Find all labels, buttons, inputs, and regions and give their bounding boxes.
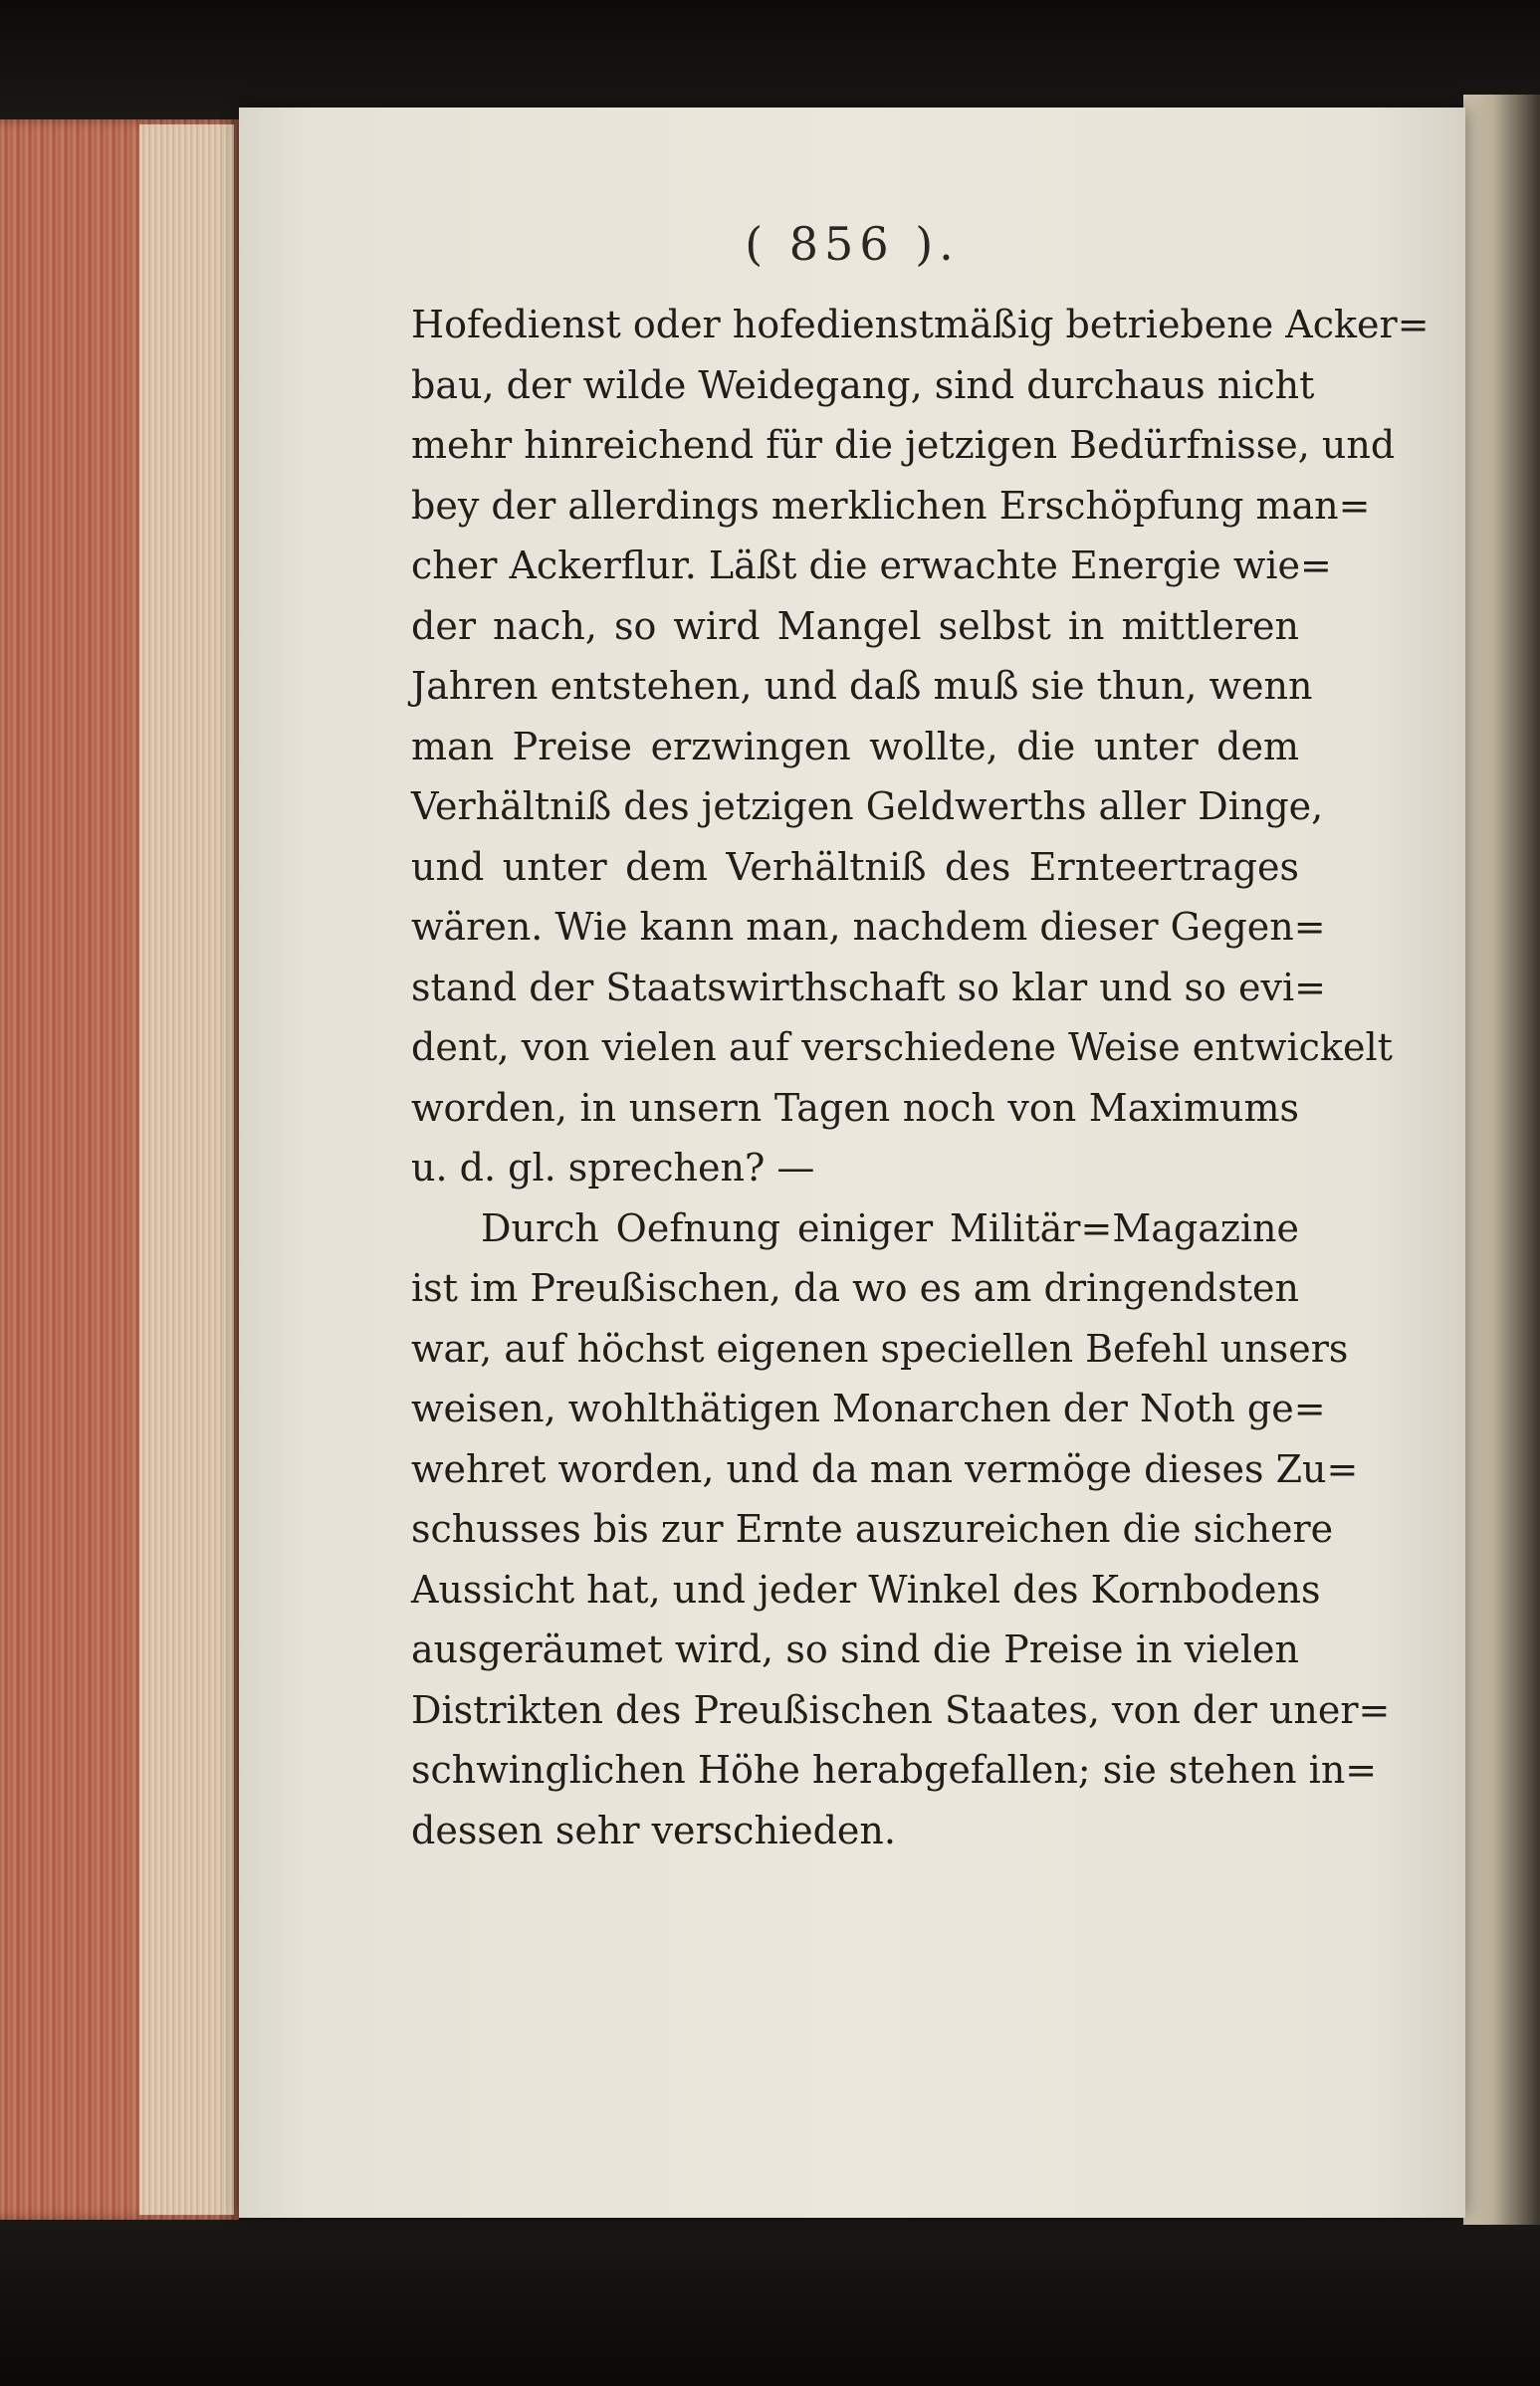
text-line: bau, der wilde Weidegang, sind durchaus nicht <box>411 362 1315 407</box>
text-line: u. d. gl. sprechen? — <box>411 1146 815 1190</box>
text-line: cher Ackerflur. Läßt die erwachte Energie wie= <box>411 543 1332 587</box>
text-line: man Preise erzwingen wollte, die unter dem <box>411 724 1299 768</box>
text-line: stand der Staatswirthschaft so klar und so evi= <box>411 965 1326 1009</box>
book-page <box>239 108 1465 2218</box>
text-line: ausgeräumet wird, so sind die Preise in vielen <box>411 1627 1299 1671</box>
text-line: war, auf höchst eigenen speciellen Befehl unsers <box>411 1326 1349 1371</box>
background-bottom <box>0 2210 1540 2386</box>
text-line: Durch Oefnung einiger Militär=Magazine <box>481 1205 1299 1250</box>
text-line: bey der allerdings merklichen Erschöpfung man= <box>411 483 1371 528</box>
text-line: Verhältniß des jetzigen Geldwerths aller Dinge, <box>411 784 1324 828</box>
body-text <box>411 295 1430 1860</box>
text-line: und unter dem Verhältniß des Ernteertrages <box>411 844 1299 889</box>
text-line: wären. Wie kann man, nachdem dieser Gegen= <box>411 905 1326 949</box>
text-line: Jahren entstehen, und daß muß sie thun, wenn <box>411 664 1313 708</box>
paragraph-2 <box>411 1198 1391 1861</box>
book-page-edges <box>139 124 234 2215</box>
text-line: schwinglichen Höhe herabgefallen; sie stehen in= <box>411 1748 1378 1792</box>
text-line: Aussicht hat, und jeder Winkel des Kornbodens <box>411 1567 1321 1612</box>
text-line: ist im Preußischen, da wo es am dringendsten <box>411 1266 1299 1310</box>
page-number: ( 856 ). <box>745 217 960 271</box>
text-line: weisen, wohlthätigen Monarchen der Noth ge= <box>411 1387 1326 1430</box>
text-line: Hofedienst oder hofedienstmäßig betriebene Acker= <box>411 303 1430 346</box>
text-line: mehr hinreichend für die jetzigen Bedürfnisse, und <box>411 423 1396 467</box>
text-line: schusses bis zur Ernte auszureichen die sichere <box>411 1507 1334 1551</box>
text-line: worden, in unsern Tagen noch von Maximums <box>411 1085 1299 1130</box>
facing-page-edge <box>1463 95 1540 2225</box>
text-line: Distrikten des Preußischen Staates, von der uner= <box>411 1687 1391 1732</box>
text-line: der nach, so wird Mangel selbst in mittleren <box>411 603 1299 648</box>
paragraph-1 <box>411 295 1430 1198</box>
text-line: dessen sehr verschieden. <box>411 1808 896 1852</box>
text-line: wehret worden, und da man vermöge dieses Zu= <box>411 1446 1359 1491</box>
text-line: dent, von vielen auf verschiedene Weise entwickelt <box>411 1025 1393 1069</box>
